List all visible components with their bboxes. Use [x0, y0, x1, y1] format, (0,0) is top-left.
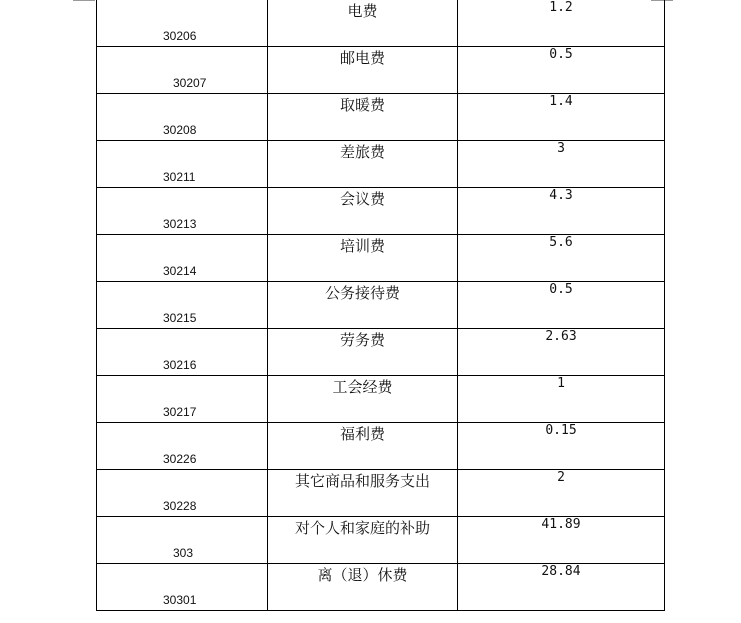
amount-value: 1	[458, 376, 665, 423]
item-name: 对个人和家庭的补助	[268, 517, 458, 564]
economic-code: 30216	[163, 358, 197, 372]
amount-value: 4.3	[458, 188, 665, 235]
item-name: 邮电费	[268, 47, 458, 94]
economic-code-cell	[97, 282, 268, 329]
item-name: 培训费	[268, 235, 458, 282]
economic-code: 30206	[163, 29, 197, 43]
economic-code-cell	[97, 47, 268, 94]
item-name: 取暖费	[268, 94, 458, 141]
item-name: 会议费	[268, 188, 458, 235]
economic-code: 30301	[163, 593, 197, 607]
table-row	[97, 564, 665, 611]
table-row	[97, 235, 665, 282]
amount-value: 0.5	[458, 47, 665, 94]
table-row	[97, 376, 665, 423]
table-row	[97, 470, 665, 517]
table-row	[97, 282, 665, 329]
amount-value: 0.5	[458, 282, 665, 329]
item-name: 福利费	[268, 423, 458, 470]
table-row	[97, 329, 665, 376]
economic-code: 303	[173, 546, 194, 560]
expenditure-table	[96, 0, 665, 611]
table-row	[97, 423, 665, 470]
amount-value: 5.6	[458, 235, 665, 282]
amount-value: 41.89	[458, 517, 665, 564]
economic-code-cell	[97, 470, 268, 517]
economic-code-cell	[97, 141, 268, 188]
table-row	[97, 94, 665, 141]
table-row	[97, 47, 665, 94]
economic-code: 30217	[163, 405, 197, 419]
item-name: 其它商品和服务支出	[268, 470, 458, 517]
economic-code: 30228	[163, 499, 197, 513]
economic-code-cell	[97, 235, 268, 282]
item-name: 电费	[268, 0, 458, 47]
economic-code-cell	[97, 94, 268, 141]
economic-code: 30215	[163, 311, 197, 325]
economic-code: 30208	[163, 123, 197, 137]
economic-code: 30207	[173, 76, 207, 90]
amount-value: 3	[458, 141, 665, 188]
economic-code-cell	[97, 329, 268, 376]
amount-value: 28.84	[458, 564, 665, 611]
economic-code-cell	[97, 0, 268, 47]
amount-value: 2.63	[458, 329, 665, 376]
economic-code: 30226	[163, 452, 197, 466]
page-corner-mark-left	[73, 0, 95, 3]
item-name: 工会经费	[268, 376, 458, 423]
economic-code-cell	[97, 564, 268, 611]
item-name: 公务接待费	[268, 282, 458, 329]
item-name: 劳务费	[268, 329, 458, 376]
economic-code: 30211	[163, 170, 196, 184]
item-name: 离（退）休费	[268, 564, 458, 611]
economic-code-cell	[97, 517, 268, 564]
item-name: 差旅费	[268, 141, 458, 188]
amount-value: 1.2	[458, 0, 665, 47]
amount-value: 1.4	[458, 94, 665, 141]
table-row	[97, 0, 665, 47]
economic-code: 30214	[163, 264, 197, 278]
economic-code-cell	[97, 188, 268, 235]
economic-code: 30213	[163, 217, 197, 231]
table-row	[97, 141, 665, 188]
economic-code-cell	[97, 423, 268, 470]
economic-code-cell	[97, 376, 268, 423]
table-row	[97, 517, 665, 564]
amount-value: 0.15	[458, 423, 665, 470]
amount-value: 2	[458, 470, 665, 517]
table-row	[97, 188, 665, 235]
